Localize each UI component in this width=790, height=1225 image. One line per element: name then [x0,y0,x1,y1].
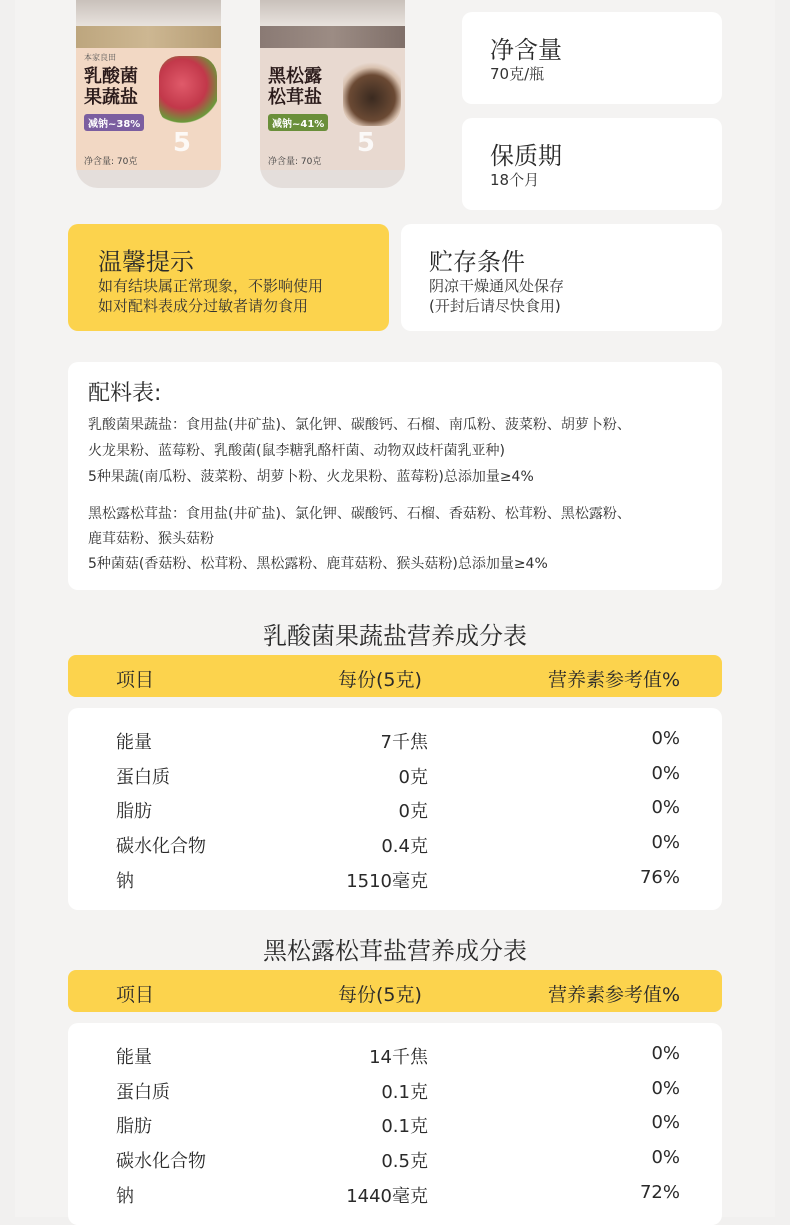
table2-title: 黑松露松茸盐营养成分表 [263,937,527,965]
jar1-five-mark: 5 [172,128,191,158]
jar2-reduce-badge: 减钠~41% [268,114,328,131]
table2-cell-serving: 0.1克 [381,1116,428,1137]
table1-cell-serving: 0克 [398,767,428,788]
table1-header-serving: 每份(5克) [338,669,422,691]
table1-header-item: 项目 [116,669,155,691]
tips-title: 温馨提示 [98,248,194,276]
storage-line-2: (开封后请尽快食用) [429,297,561,315]
table1-cell-nrv: 0% [651,728,680,749]
net-content-title: 净含量 [490,36,562,64]
table1-cell-name: 蛋白质 [116,767,170,788]
table2-cell-name: 脂肪 [116,1116,152,1137]
ingredients-line: 鹿茸菇粉、猴头菇粉 [88,531,214,547]
ingredients-line: 5种果蔬(南瓜粉、菠菜粉、胡萝卜粉、火龙果粉、蓝莓粉)总添加量≥4% [88,469,534,485]
ingredients-title: 配料表: [88,381,162,406]
jar1-brand: 本家良田 [84,53,116,62]
table1-cell-nrv: 76% [639,867,680,888]
tips-card [68,224,389,331]
table1-cell-nrv: 0% [651,763,680,784]
table2-cell-name: 蛋白质 [116,1082,170,1103]
table1-cell-nrv: 0% [651,832,680,853]
table1-cell-nrv: 0% [651,797,680,818]
ingredients-card [68,362,722,590]
table2-header-serving: 每份(5克) [338,984,422,1006]
tips-line-2: 如对配料表成分过敏者请勿食用 [98,297,309,315]
table2-header-item: 项目 [116,984,155,1006]
table1-cell-name: 脂肪 [116,801,152,822]
table1-header-nrv: 营养素参考值% [547,669,680,691]
table1-body [68,708,722,910]
ingredients-line: 乳酸菌果蔬盐：食用盐(井矿盐)、氯化钾、碳酸钙、石榴、南瓜粉、菠菜粉、胡萝卜粉、 [88,417,631,433]
ingredients-line: 火龙果粉、蓝莓粉、乳酸菌(鼠李糖乳酪杆菌、动物双歧杆菌乳亚种) [88,443,505,459]
table2-cell-nrv: 0% [651,1043,680,1064]
ingredients-line: 黑松露松茸盐：食用盐(井矿盐)、氯化钾、碳酸钙、石榴、香菇粉、松茸粉、黑松露粉、 [88,506,631,522]
table2-cell-serving: 1440毫克 [346,1186,428,1207]
jar2-title: 黑松露松茸盐 [268,66,322,108]
tips-line-1: 如有结块属正常现象，不影响使用 [98,277,324,295]
storage-card [401,224,722,331]
table2-cell-nrv: 0% [651,1147,680,1168]
ingredients-line: 5种菌菇(香菇粉、松茸粉、黑松露粉、鹿茸菇粉、猴头菇粉)总添加量≥4% [88,556,548,572]
jar-fruit-veg-salt [76,0,221,188]
jar1-net: 净含量: 70克 [84,157,138,167]
table1-header [68,655,722,697]
shelf-life-title: 保质期 [490,142,562,170]
table2-cell-name: 能量 [116,1047,152,1068]
shelf-life-card [462,118,722,210]
jar1-title: 乳酸菌果蔬盐 [84,66,138,108]
table2-cell-name: 碳水化合物 [116,1151,206,1172]
table2-header [68,970,722,1012]
jar-truffle-salt [260,0,405,188]
table2-cell-nrv: 0% [651,1112,680,1133]
table2-cell-name: 钠 [116,1186,134,1207]
table1-cell-name: 碳水化合物 [116,836,206,857]
table1-cell-serving: 1510毫克 [346,871,428,892]
table1-title: 乳酸菌果蔬盐营养成分表 [263,622,527,650]
table1-cell-name: 钠 [116,871,134,892]
table2-cell-serving: 0.5克 [381,1151,428,1172]
storage-title: 贮存条件 [429,248,525,276]
table2-header-nrv: 营养素参考值% [547,984,680,1006]
net-content-card [462,12,722,104]
table2-cell-nrv: 0% [651,1078,680,1099]
storage-line-1: 阴凉干燥通风处保存 [429,277,565,295]
table2-cell-serving: 14千焦 [369,1047,428,1068]
table2-body [68,1023,722,1225]
jar2-net: 净含量: 70克 [268,157,322,167]
jar2-five-mark: 5 [356,128,375,158]
table1-cell-serving: 7千焦 [380,732,428,753]
jar1-reduce-badge: 减钠~38% [84,114,144,131]
table2-cell-serving: 0.1克 [381,1082,428,1103]
product-photo [70,0,420,215]
net-content-value: 70克/瓶 [490,65,545,83]
table1-cell-name: 能量 [116,732,152,753]
table1-cell-serving: 0克 [398,801,428,822]
table2-cell-nrv: 72% [639,1182,680,1203]
shelf-life-value: 18个月 [490,171,540,189]
table1-cell-serving: 0.4克 [381,836,428,857]
